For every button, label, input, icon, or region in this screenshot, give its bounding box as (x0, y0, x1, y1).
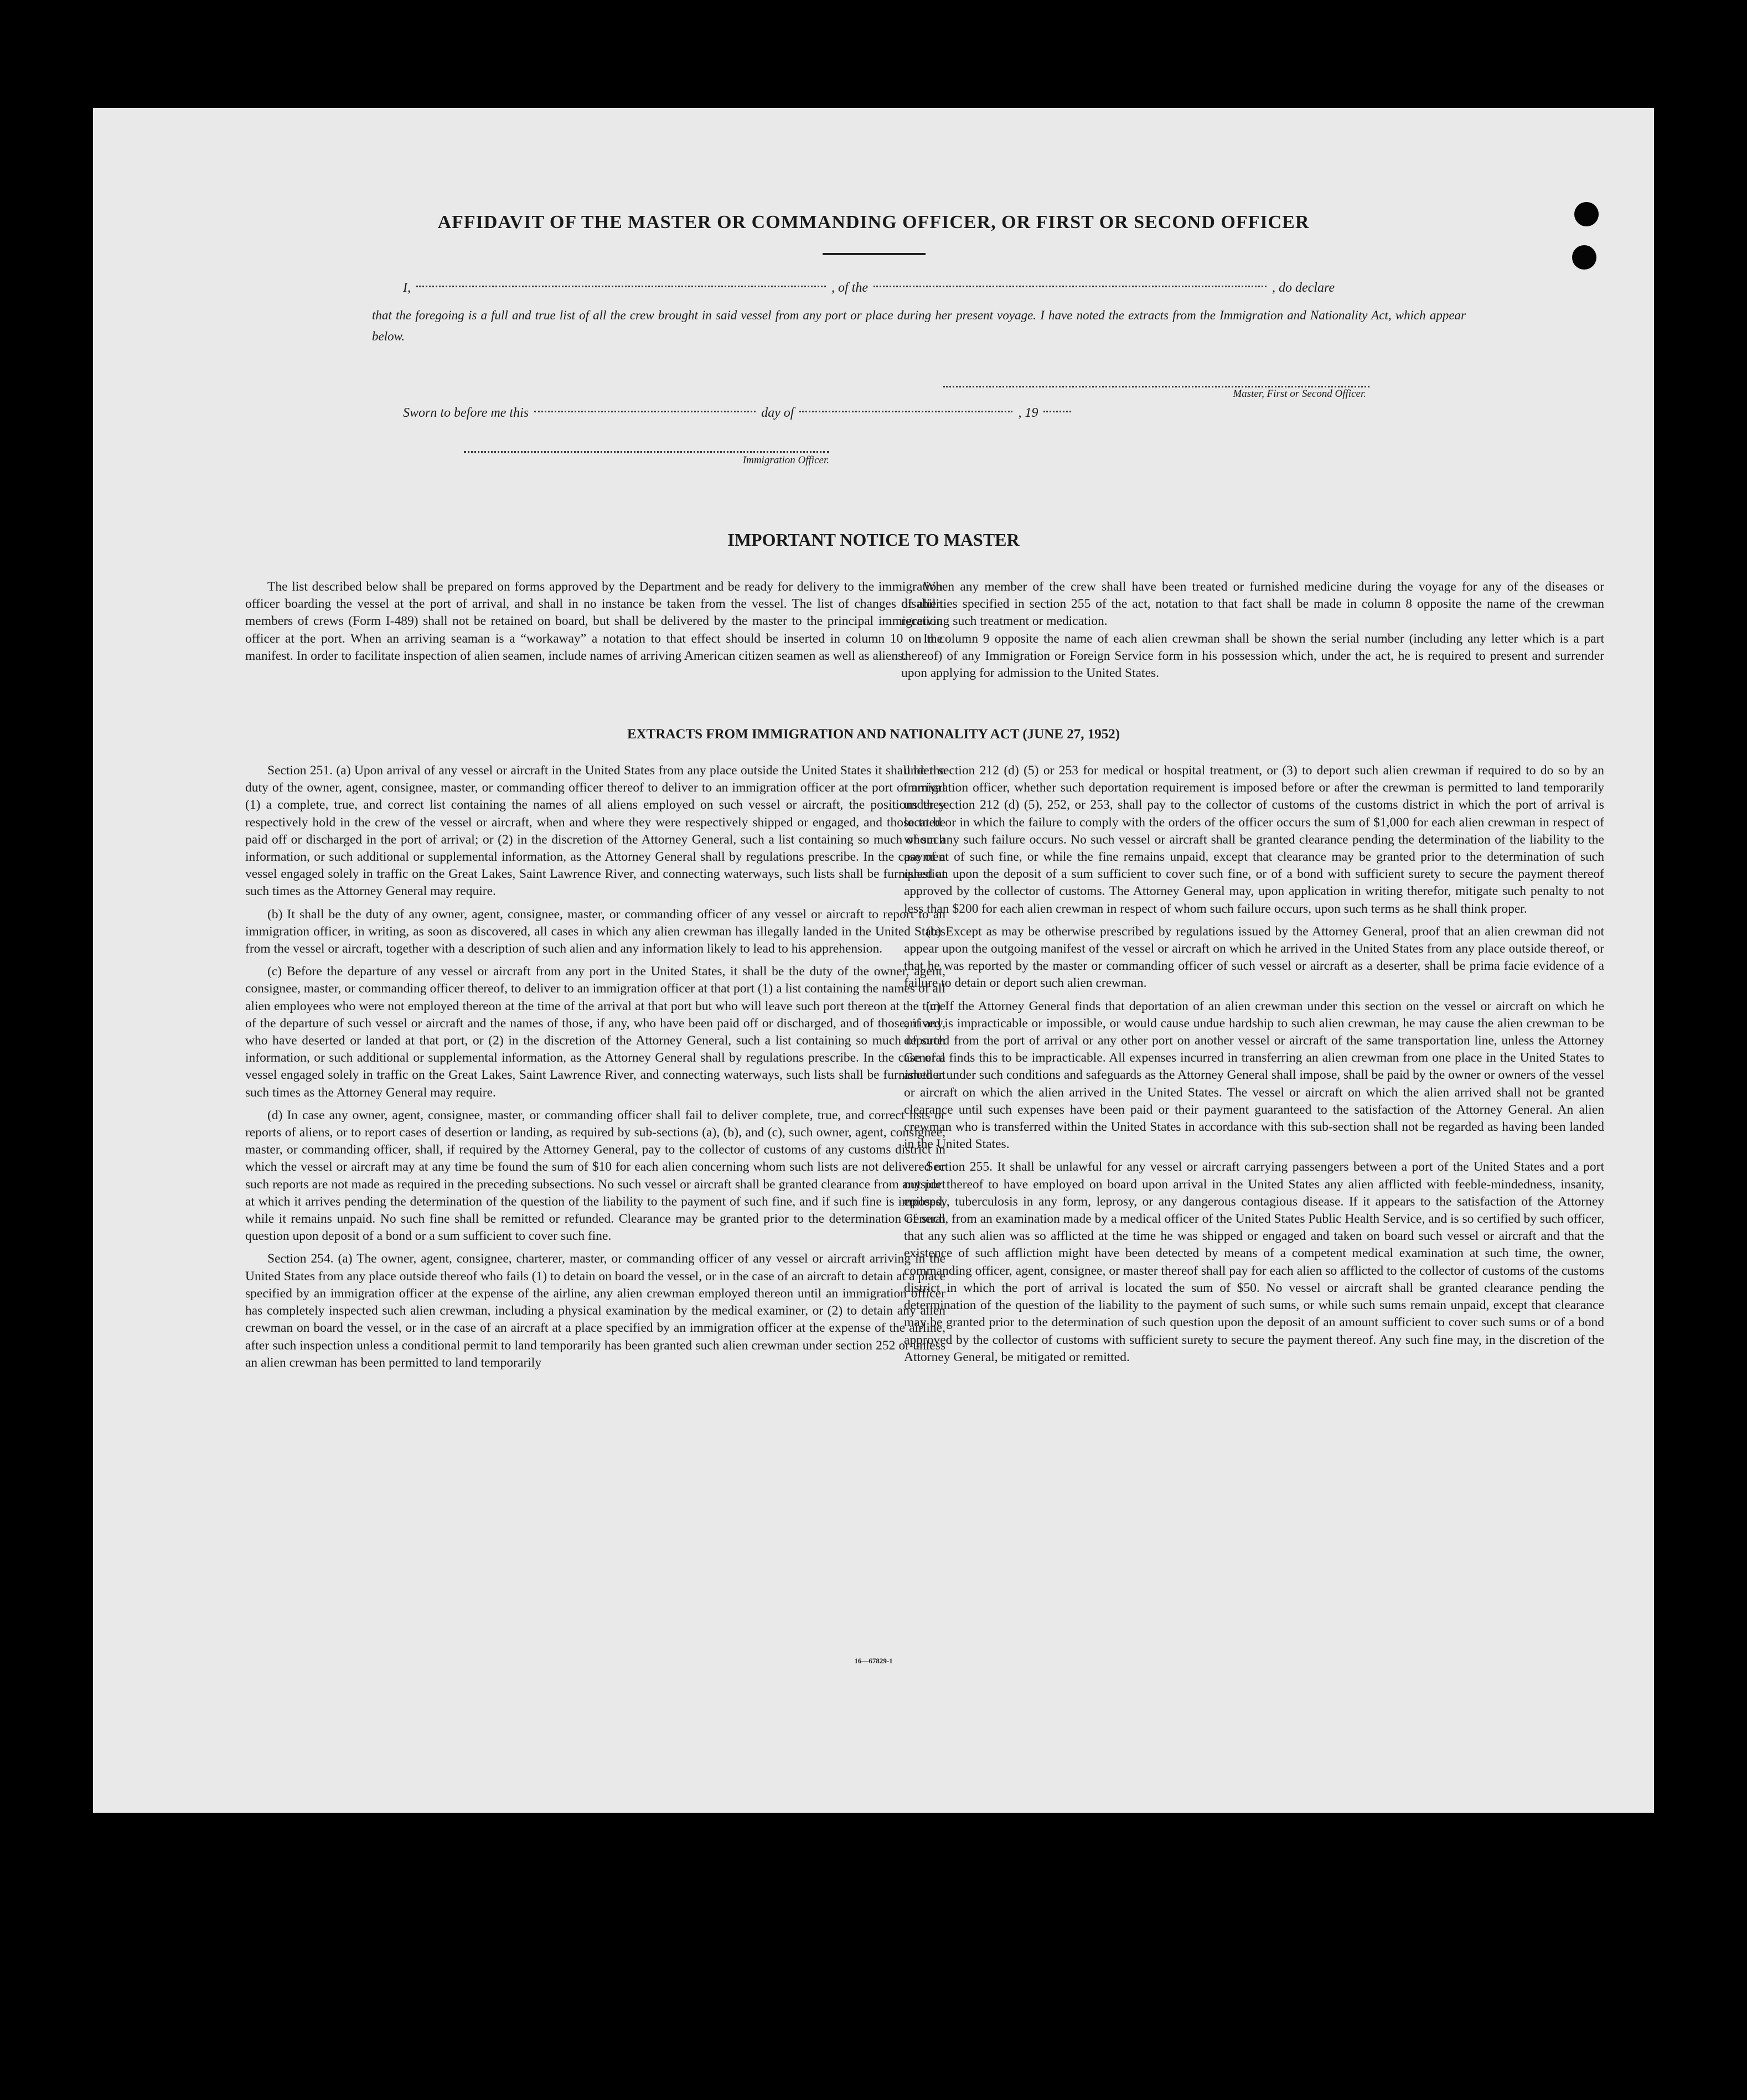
page-content (93, 108, 1654, 1813)
notice-right-paragraph-2: In column 9 opposite the name of each alien crewman shall be shown the serial number (including any letter which is a part thereof) of any Immigration or Foreign Service form in his possession which, under the act, he is required to present and surrender upon applying for admission to the United States. (901, 631, 1604, 681)
extracts-title: EXTRACTS FROM IMMIGRATION AND NATIONALITY ACT (JUNE 27, 1952) (627, 727, 1120, 742)
master-signature-line[interactable] (943, 386, 1369, 387)
notice-left-column (245, 578, 943, 670)
notice-right-column (901, 578, 1604, 687)
section-251-d: (d) In case any owner, agent, consignee, master, or commanding officer shall fail to deliver complete, true, and correct lists or reports of aliens, or to report cases of desertion or landing, as required by sub-sections (a), (b), and (c), such owner, agent, consignee, master, or commanding officer, shall, if required by the Attorney General, pay to the collector of customs of any customs district in which the vessel or aircraft may at any time be found the sum of $10 for each alien concerning whom such lists are not delivered or such reports are not made as required in the preceding subsections. No such vessel or aircraft shall be granted clearance from any port at which it arrives pending the determination of the question of the liability to the payment of such fine, and if such fine is imposed, while it remains unpaid. No such fine shall be remitted or refunded. Clearance may be granted prior to the determination of such question upon deposit of a bond or a sum sufficient to cover such fine. (245, 1108, 945, 1244)
officer-signature-line[interactable] (464, 451, 829, 453)
day-of-label: day of (761, 406, 794, 420)
extracts-right-column (904, 762, 1604, 1372)
declaration-line (403, 281, 1335, 296)
section-254-c: (c) If the Attorney General finds that deportation of an alien crewman under this section on the vessel or aircraft on which he arrived is impracticable or impossible, or would cause undue hardship to such alien crewman, he may cause the alien crewman to be deported from the port of arrival or any other port on another vessel or aircraft of the same transportation line, unless the Attorney General finds this to be impracticable. All expenses incurred in transferring an alien crewman from one place in the United States to another under such conditions and safeguards as the Attorney General shall impose, shall be paid by the owner or owners of the vessel or aircraft on which the alien arrived in the United States. The vessel or aircraft on which the alien arrived shall not be granted clearance until such expenses have been paid or their payment guaranteed to the satisfaction of the Attorney General. An alien crewman who is transferred within the United States in accordance with this sub-section shall not be regarded as having been landed in the United States. (904, 999, 1604, 1152)
section-254-a-continued: under section 212 (d) (5) or 253 for medical or hospital treatment, or (3) to deport such alien crewman if required to do so by an immigration officer, whether such deportation requirement is imposed before or after the crewman is permitted to land temporarily under section 212 (d) (5), 252, or 253, shall pay to the collector of customs of the customs district in which the port of arrival is located or in which the failure to comply with the orders of the officer occurs the sum of $1,000 for each alien crewman in respect of whom any such failure occurs. No such vessel or aircraft shall be granted clearance pending the determination of the liability to the payment of such fine, or while the fine remains unpaid, except that clearance may be granted prior to the determination of such question upon the deposit of a sum sufficient to cover such fine, or of a bond with sufficient surety to secure the payment thereof approved by the collector of customs. The Attorney General may, upon application in writing therefor, mitigate such penalty to not less than $200 for each alien crewman in respect of whom such failure occurs, upon such terms as he shall think proper. (904, 763, 1604, 916)
declare-label: , do declare (1272, 281, 1335, 295)
declaration-text: that the foregoing is a full and true list of all the crew brought in said vessel from any port or place during her present voyage. I have noted the extracts from the Immigration and Nationality Act, which appear below. (372, 308, 1466, 343)
notice-left-paragraph: The list described below shall be prepared on forms approved by the Department and be ready for delivery to the immigration officer boarding the vessel at the port of arrival, and shall in no instance be taken from the vessel. The list of changes of alien members of crews (Form I-489) shall not be retained on board, but shall be delivered by the master to the principal immigration officer at the port. When an arriving seaman is a “workaway” a notation to that effect should be inserted in column 10 on the manifest. In order to facilitate inspection of alien seamen, include names of arriving American citizen seamen as well as aliens. (245, 580, 943, 663)
sworn-line (403, 406, 1077, 421)
form-number: 16—67829-1 (854, 1657, 893, 1665)
sworn-year-field[interactable] (1043, 411, 1071, 412)
i-label: I, (403, 281, 411, 295)
affidavit-title: AFFIDAVIT OF THE MASTER OR COMMANDING OFFICER, OR FIRST OR SECOND OFFICER (437, 212, 1310, 232)
sworn-label: Sworn to before me this (403, 406, 529, 420)
punch-hole-bottom (1572, 245, 1596, 270)
sworn-month-field[interactable] (799, 411, 1012, 412)
sworn-day-field[interactable] (534, 411, 756, 412)
document-page (93, 108, 1654, 1813)
vessel-field[interactable] (874, 286, 1267, 287)
master-label: Master, First or Second Officer. (1233, 388, 1366, 400)
section-254-b: (b) Except as may be otherwise prescribed by regulations issued by the Attorney General, proof that an alien crewman did not appear upon the outgoing manifest of the vessel or aircraft on which he arrived in the United States from any place outside thereof, or that he was reported by the master or commanding officer of such vessel or aircraft as a deserter, shall be prima facie evidence of a failure to detain or deport such alien crewman. (904, 924, 1604, 991)
notice-title: IMPORTANT NOTICE TO MASTER (727, 530, 1020, 550)
officer-label: Immigration Officer. (742, 454, 829, 466)
section-251-a: Section 251. (a) Upon arrival of any vessel or aircraft in the United States from any place outside the United States it shall be the duty of the owner, agent, consignee, master, or commanding officer thereof to deliver to an immigration officer at the port of arrival (1) a complete, true, and correct list containing the names of all aliens employed on such vessel or aircraft, the positions they respectively hold in the crew of the vessel or aircraft, when and where they were respectively shipped or engaged, and those to be paid off or discharged in the port of arrival; or (2) in the discretion of the Attorney General, such a list containing so much of such information, or such additional or supplemental information, as the Attorney General shall by regulations prescribe. In the case of a vessel engaged solely in traffic on the Great Lakes, Saint Lawrence River, and connecting waterways, such lists shall be furnished at such times as the Attorney General may require. (245, 763, 945, 899)
section-251-b: (b) It shall be the duty of any owner, agent, consignee, master, or commanding officer of any vessel or aircraft to report to an immigration officer, in writing, as soon as discovered, all cases in which any alien crewman has illegally landed in the United States from the vessel or aircraft, together with a description of such alien and any information likely to lead to his apprehension. (245, 907, 945, 956)
name-field[interactable] (416, 286, 826, 287)
notice-right-paragraph-1: When any member of the crew shall have been treated or furnished medicine during the voyage for any of the diseases or disabilities specified in section 255 of the act, notation to that fact shall be made in column 8 opposite the name of the crewman receiving such treatment or medication. (901, 580, 1604, 629)
section-254-a: Section 254. (a) The owner, agent, consignee, charterer, master, or commanding officer of any vessel or aircraft arriving in the United States from any place outside thereof who fails (1) to detain on board the vessel, or in the case of an aircraft to detain at a place specified by an immigration officer at the expense of the airline, any alien crewman employed thereon until an immigration officer has completely inspected such alien crewman, including a physical examination by the medical examiner, or (2) to detain any alien crewman on board the vessel, or in the case of an aircraft at a place specified by an immigration officer at the expense of the airline, after such inspection unless a conditional permit to land temporarily has been granted such alien crewman under section 252 or unless an alien crewman has been permitted to land temporarily (245, 1251, 945, 1370)
of-the-label: , of the (831, 281, 868, 295)
extracts-left-column (245, 762, 945, 1377)
year-label: , 19 (1018, 406, 1038, 420)
title-underline (823, 253, 926, 255)
section-251-c: (c) Before the departure of any vessel or aircraft from any port in the United States, it shall be the duty of the owner, agent, consignee, master, or commanding officer thereof, to deliver to an immigration officer at that port (1) a list containing the names of all alien employees who were not employed thereon at the time of the arrival at that port but who will leave such port thereon at the time of the departure of such vessel or aircraft and the names of those, if any, who have been paid off or discharged, and of those, if any, who have deserted or landed at that port, or (2) in the discretion of the Attorney General, such a list containing so much of such information, or such additional or supplemental information, as the Attorney General shall by regulations prescribe. In the case of a vessel engaged solely in traffic on the Great Lakes, Saint Lawrence River, and connecting waterways, such lists shall be furnished at such times as the Attorney General may require. (245, 964, 945, 1100)
section-255: Section 255. It shall be unlawful for any vessel or aircraft carrying passengers between a port of the United States and a port outside thereof to have employed on board upon arrival in the United States any alien afflicted with feeble-mindedness, insanity, epilepsy, tuberculosis in any form, leprosy, or any dangerous contagious disease. If it appears to the satisfaction of the Attorney General, from an examination made by a medical officer of the United States Public Health Service, and is so certified by such officer, that any such alien was so afflicted at the time he was shipped or engaged and taken on board such vessel or aircraft and that the existence of such affliction might have been detected by means of a competent medical examination at such time, the owner, commanding officer, agent, consignee, or master thereof shall pay for each alien so afflicted to the collector of customs of the customs district in which the port of arrival is located the sum of $50. No vessel or aircraft shall be granted clearance pending the determination of the question of the liability to the payment of such sums, or while such sums remain unpaid, except that clearance may be granted prior to the determination of such question upon the deposit of an amount sufficient to cover such sums or of a bond approved by the collector of customs with sufficient surety to secure the payment thereof. Any such fine may, in the discretion of the Attorney General, be mitigated or remitted. (904, 1160, 1604, 1364)
